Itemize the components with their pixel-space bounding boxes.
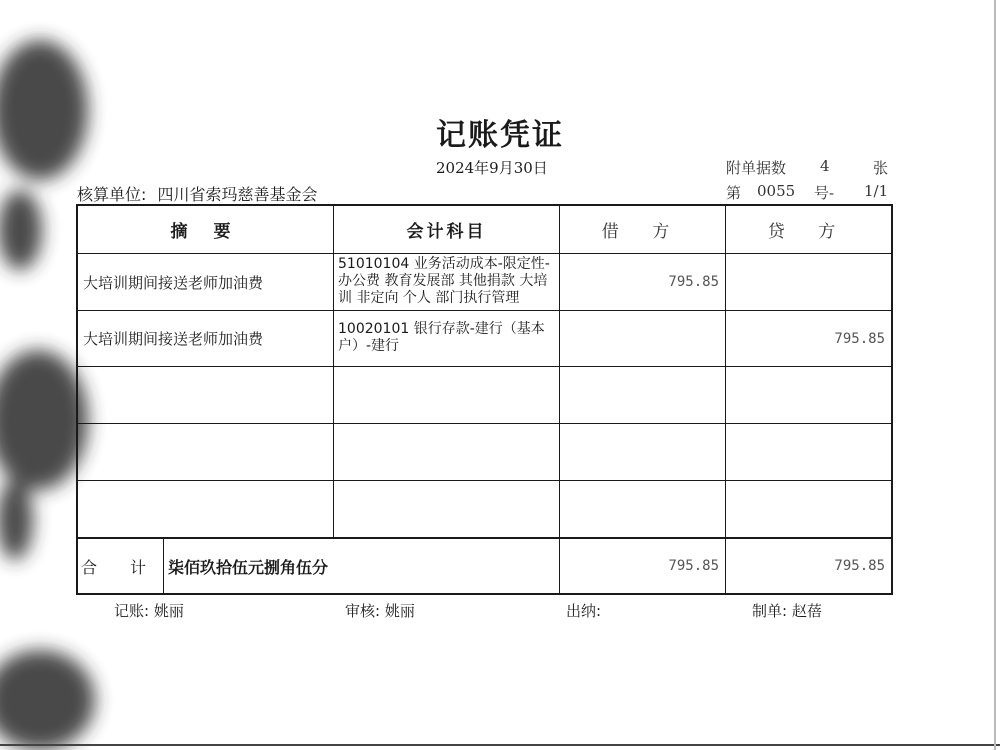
row2-summary: 大培训期间接送老师加油费 — [83, 330, 264, 348]
header-credit: 贷 方 — [767, 222, 850, 242]
voucher-title: 记账凭证 — [436, 118, 564, 153]
header-account: 会计科目 — [406, 222, 487, 242]
unit-name: 四川省索玛慈善基金会 — [157, 185, 318, 204]
voucher-number: 0055 — [757, 182, 796, 200]
row1-summary: 大培训期间接送老师加油费 — [83, 273, 264, 292]
preparer-label: 制单: — [752, 602, 788, 620]
bookkeeper-label: 记账: — [114, 602, 150, 620]
attachments-count: 4 — [820, 157, 830, 175]
bookkeeper-signature — [114, 600, 184, 621]
row2-debit — [560, 311, 725, 366]
total-credit: 795.85 — [834, 558, 885, 574]
row1-credit — [726, 254, 891, 310]
voucher-date: 2024年9月30日 — [436, 159, 548, 177]
table-border-bottom — [76, 593, 892, 595]
reviewer-signature — [345, 600, 415, 621]
row2-credit: 795.85 — [834, 330, 885, 347]
accounting-unit — [77, 182, 318, 205]
header-summary: 摘 要 — [170, 222, 241, 242]
total-label: 合 计 — [80, 557, 161, 577]
row2-account: 10020101 银行存款-建行（基本户）-建行 — [338, 321, 545, 354]
cashier-signature — [566, 600, 601, 621]
table-border-right — [891, 204, 893, 595]
voucher-page: 1/1 — [864, 182, 889, 200]
cashier-label: 出纳: — [566, 602, 602, 620]
row1-debit: 795.85 — [668, 274, 719, 290]
total-amount-words: 柒佰玖拾伍元捌角伍分 — [168, 557, 329, 577]
total-debit: 795.85 — [668, 558, 719, 574]
attachments-label: 附单据数 — [726, 159, 787, 177]
bookkeeper-name: 姚丽 — [153, 602, 184, 620]
preparer-signature — [752, 600, 822, 621]
preparer-name: 赵蓓 — [791, 602, 822, 620]
row1-account: 51010104 业务活动成本-限定性-办公费 教育发展部 其他捐款 大培训 非定向 个人 部门执行管理 — [338, 256, 550, 306]
table-line — [76, 423, 892, 424]
table-line — [76, 480, 892, 481]
unit-label: 核算单位: — [77, 185, 147, 204]
voucher-number-suffix: 号- — [814, 184, 835, 202]
reviewer-name: 姚丽 — [384, 602, 415, 620]
table-line — [76, 366, 892, 367]
attachments-unit: 张 — [873, 159, 889, 177]
header-debit: 借 方 — [601, 222, 684, 242]
reviewer-label: 审核: — [345, 602, 381, 620]
voucher-number-prefix: 第 — [726, 184, 742, 202]
